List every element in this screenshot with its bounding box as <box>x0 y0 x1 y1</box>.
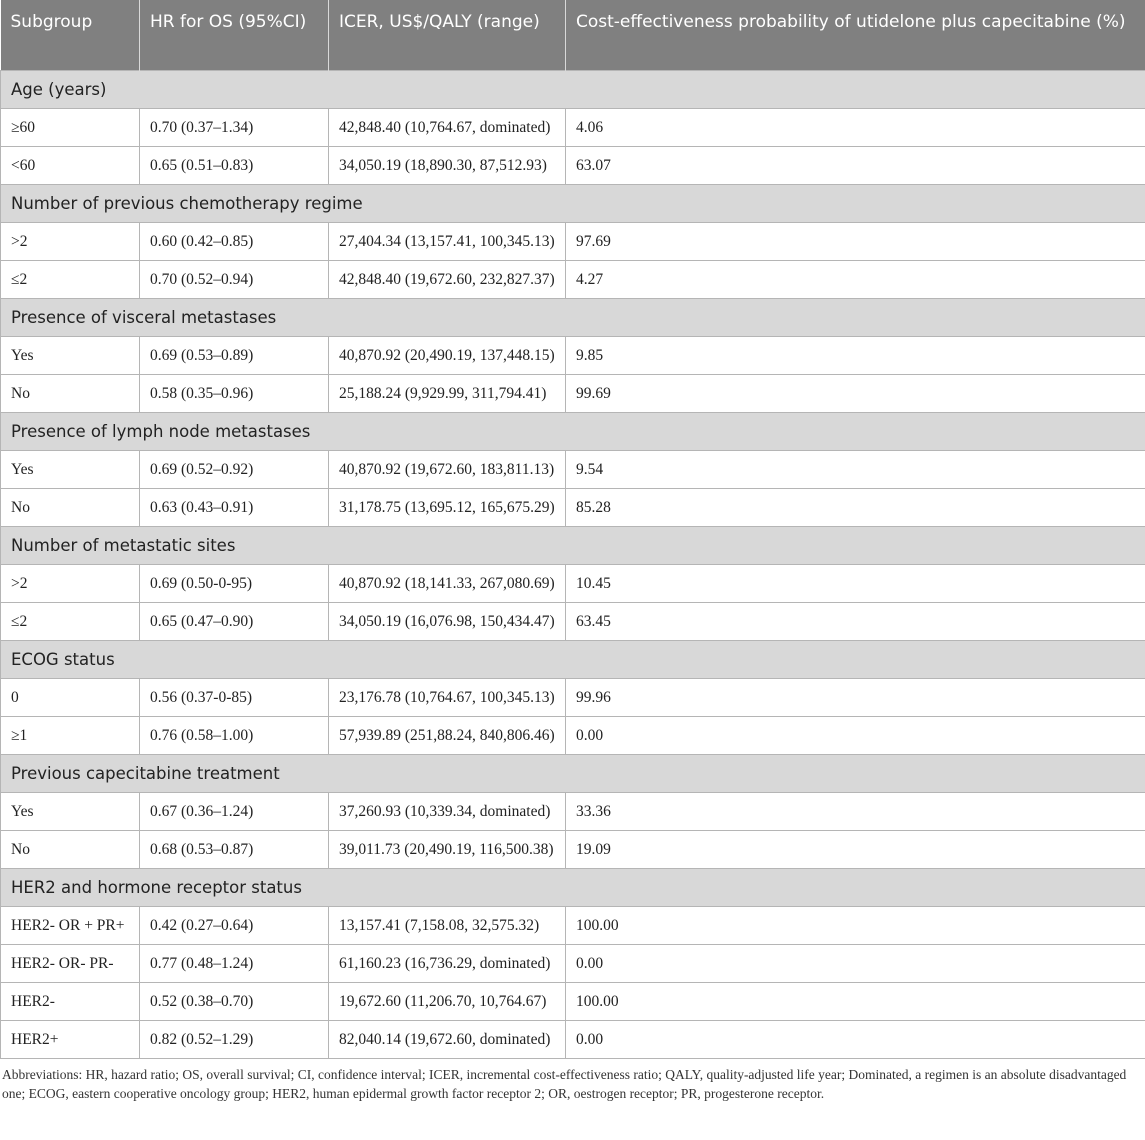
cell-hr-os: 0.58 (0.35–0.96) <box>140 375 329 413</box>
cell-probability: 85.28 <box>566 489 1145 527</box>
cell-hr-os: 0.70 (0.52–0.94) <box>140 261 329 299</box>
group-title: Number of metastatic sites <box>1 527 1145 565</box>
cell-icer: 13,157.41 (7,158.08, 32,575.32) <box>329 907 566 945</box>
table-row <box>1 1021 1145 1059</box>
cell-probability: 19.09 <box>566 831 1145 869</box>
cell-icer: 42,848.40 (10,764.67, dominated) <box>329 109 566 147</box>
group-title: Presence of visceral metastases <box>1 299 1145 337</box>
table-row <box>1 679 1145 717</box>
cell-icer: 27,404.34 (13,157.41, 100,345.13) <box>329 223 566 261</box>
cell-subgroup: HER2- OR- PR- <box>1 945 140 983</box>
group-header-row <box>1 527 1145 565</box>
cell-subgroup: ≤2 <box>1 261 140 299</box>
table-row <box>1 945 1145 983</box>
table-row <box>1 831 1145 869</box>
group-title: Age (years) <box>1 71 1145 109</box>
cell-subgroup: 0 <box>1 679 140 717</box>
group-header-row <box>1 755 1145 793</box>
cell-hr-os: 0.42 (0.27–0.64) <box>140 907 329 945</box>
cell-probability: 100.00 <box>566 983 1145 1021</box>
cell-icer: 82,040.14 (19,672.60, dominated) <box>329 1021 566 1059</box>
table-row <box>1 147 1145 185</box>
cell-hr-os: 0.69 (0.52–0.92) <box>140 451 329 489</box>
cell-hr-os: 0.63 (0.43–0.91) <box>140 489 329 527</box>
group-title: Previous capecitabine treatment <box>1 755 1145 793</box>
cell-probability: 99.96 <box>566 679 1145 717</box>
cell-icer: 31,178.75 (13,695.12, 165,675.29) <box>329 489 566 527</box>
table-row <box>1 983 1145 1021</box>
table-row <box>1 489 1145 527</box>
cell-subgroup: >2 <box>1 223 140 261</box>
cell-subgroup: No <box>1 831 140 869</box>
cell-hr-os: 0.65 (0.47–0.90) <box>140 603 329 641</box>
cell-hr-os: 0.56 (0.37-0-85) <box>140 679 329 717</box>
cell-probability: 33.36 <box>566 793 1145 831</box>
header-subgroup: Subgroup <box>1 0 140 71</box>
cell-icer: 40,870.92 (18,141.33, 267,080.69) <box>329 565 566 603</box>
table-body <box>1 71 1145 1059</box>
cell-hr-os: 0.69 (0.50-0-95) <box>140 565 329 603</box>
cell-icer: 25,188.24 (9,929.99, 311,794.41) <box>329 375 566 413</box>
group-header-row <box>1 641 1145 679</box>
group-header-row <box>1 299 1145 337</box>
group-title: HER2 and hormone receptor status <box>1 869 1145 907</box>
group-header-row <box>1 869 1145 907</box>
cell-hr-os: 0.65 (0.51–0.83) <box>140 147 329 185</box>
cell-subgroup: HER2+ <box>1 1021 140 1059</box>
cell-probability: 0.00 <box>566 717 1145 755</box>
table-row <box>1 337 1145 375</box>
table-row <box>1 451 1145 489</box>
cell-icer: 23,176.78 (10,764.67, 100,345.13) <box>329 679 566 717</box>
cell-icer: 57,939.89 (251,88.24, 840,806.46) <box>329 717 566 755</box>
cell-hr-os: 0.67 (0.36–1.24) <box>140 793 329 831</box>
table-row <box>1 261 1145 299</box>
cell-subgroup: ≥1 <box>1 717 140 755</box>
cell-hr-os: 0.82 (0.52–1.29) <box>140 1021 329 1059</box>
cell-subgroup: Yes <box>1 793 140 831</box>
group-header-row <box>1 413 1145 451</box>
table-row <box>1 717 1145 755</box>
abbreviations-footnote: Abbreviations: HR, hazard ratio; OS, overall survival; CI, confidence interval; ICER, incremental cost-effectiveness ratio; QALY, quality-adjusted life year; Dominated, a regimen is an absolute disadvantaged one; ECOG, eastern cooperative oncology group; HER2, human epidermal growth factor receptor 2; OR, oestrogen receptor; PR, progesterone receptor. <box>2 1067 1127 1101</box>
cell-hr-os: 0.68 (0.53–0.87) <box>140 831 329 869</box>
cell-icer: 39,011.73 (20,490.19, 116,500.38) <box>329 831 566 869</box>
table-row <box>1 603 1145 641</box>
group-title: Number of previous chemotherapy regime <box>1 185 1145 223</box>
cell-subgroup: >2 <box>1 565 140 603</box>
cell-hr-os: 0.60 (0.42–0.85) <box>140 223 329 261</box>
cell-hr-os: 0.70 (0.37–1.34) <box>140 109 329 147</box>
cell-probability: 100.00 <box>566 907 1145 945</box>
cell-probability: 97.69 <box>566 223 1145 261</box>
cell-hr-os: 0.76 (0.58–1.00) <box>140 717 329 755</box>
cell-probability: 4.06 <box>566 109 1145 147</box>
cell-probability: 9.54 <box>566 451 1145 489</box>
cell-probability: 0.00 <box>566 1021 1145 1059</box>
cell-probability: 4.27 <box>566 261 1145 299</box>
cell-subgroup: ≤2 <box>1 603 140 641</box>
cell-icer: 37,260.93 (10,339.34, dominated) <box>329 793 566 831</box>
cell-icer: 19,672.60 (11,206.70, 10,764.67) <box>329 983 566 1021</box>
cell-icer: 34,050.19 (18,890.30, 87,512.93) <box>329 147 566 185</box>
cell-hr-os: 0.77 (0.48–1.24) <box>140 945 329 983</box>
cell-subgroup: Yes <box>1 337 140 375</box>
cell-subgroup: No <box>1 375 140 413</box>
cell-subgroup: Yes <box>1 451 140 489</box>
cell-icer: 61,160.23 (16,736.29, dominated) <box>329 945 566 983</box>
header-cost-effectiveness-probability: Cost-effectiveness probability of utidelone plus capecitabine (%) <box>566 0 1145 71</box>
table-row <box>1 793 1145 831</box>
cell-subgroup: ≥60 <box>1 109 140 147</box>
cell-probability: 99.69 <box>566 375 1145 413</box>
cell-icer: 40,870.92 (20,490.19, 137,448.15) <box>329 337 566 375</box>
cell-subgroup: HER2- OR + PR+ <box>1 907 140 945</box>
table-row <box>1 375 1145 413</box>
group-title: Presence of lymph node metastases <box>1 413 1145 451</box>
header-hr-os: HR for OS (95%CI) <box>140 0 329 71</box>
cell-icer: 34,050.19 (16,076.98, 150,434.47) <box>329 603 566 641</box>
table-row <box>1 907 1145 945</box>
header-row <box>1 0 1145 71</box>
table-row <box>1 565 1145 603</box>
cell-probability: 10.45 <box>566 565 1145 603</box>
cell-icer: 42,848.40 (19,672.60, 232,827.37) <box>329 261 566 299</box>
table-row <box>1 109 1145 147</box>
cell-subgroup: HER2- <box>1 983 140 1021</box>
cell-hr-os: 0.52 (0.38–0.70) <box>140 983 329 1021</box>
cell-probability: 63.07 <box>566 147 1145 185</box>
table-row <box>1 223 1145 261</box>
group-header-row <box>1 185 1145 223</box>
cell-probability: 9.85 <box>566 337 1145 375</box>
cell-subgroup: No <box>1 489 140 527</box>
cell-probability: 0.00 <box>566 945 1145 983</box>
header-icer: ICER, US$/QALY (range) <box>329 0 566 71</box>
group-header-row <box>1 71 1145 109</box>
cell-probability: 63.45 <box>566 603 1145 641</box>
cell-subgroup: <60 <box>1 147 140 185</box>
cell-icer: 40,870.92 (19,672.60, 183,811.13) <box>329 451 566 489</box>
group-title: ECOG status <box>1 641 1145 679</box>
cell-hr-os: 0.69 (0.53–0.89) <box>140 337 329 375</box>
